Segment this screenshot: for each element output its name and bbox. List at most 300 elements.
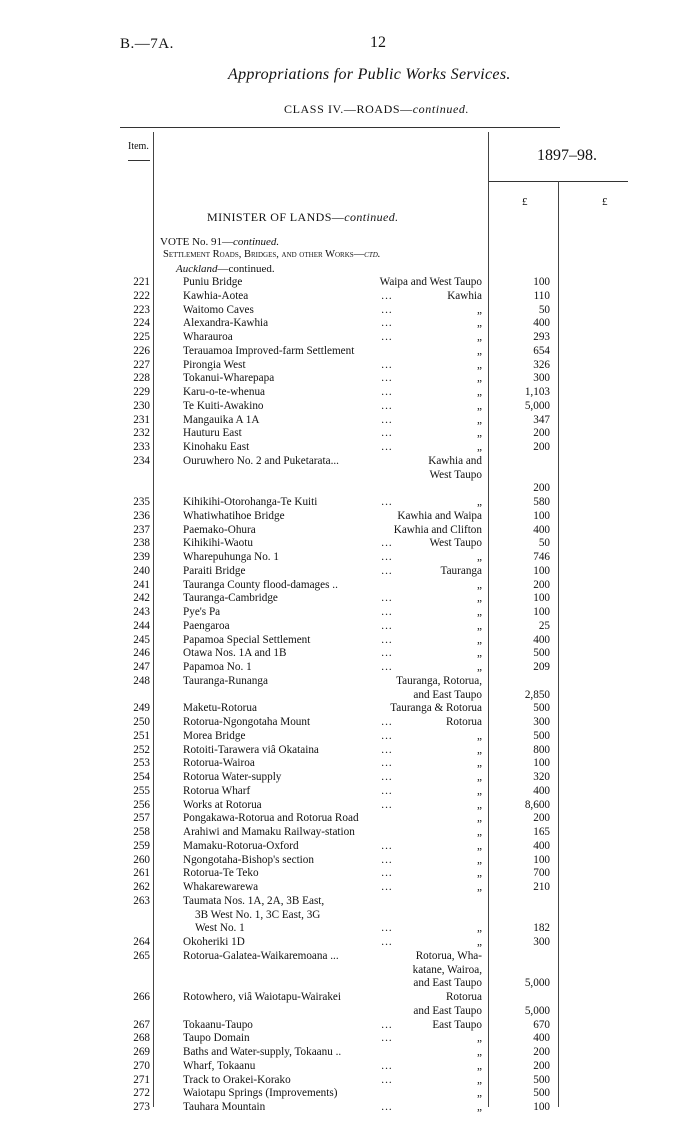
item-number: 221 (133, 276, 150, 288)
item-district: Rotorua (445, 716, 482, 728)
item-number: 253 (133, 757, 150, 770)
item-number: 261 (133, 867, 150, 880)
table-row (0, 840, 700, 854)
table-row (0, 359, 700, 373)
leader-dots: ... (381, 399, 393, 412)
table-row (0, 372, 700, 386)
leader-dots: ... (381, 441, 393, 453)
item-number: 262 (133, 881, 150, 893)
item-description: Paengaroa (183, 619, 230, 632)
item-number: 256 (133, 798, 150, 811)
item-description: Karu-o-te-whenua (183, 386, 265, 398)
item-district: „ (477, 619, 482, 632)
item-description: Whakarewarewa (183, 881, 259, 893)
item-amount: 670 (533, 1018, 550, 1031)
item-number: 231 (133, 413, 150, 426)
item-district: „ (477, 784, 482, 797)
item-number: 226 (133, 344, 150, 357)
item-description: Papamoa No. 1 (183, 661, 252, 673)
item-description: Works at Rotorua (183, 798, 262, 811)
item-amount: 200 (533, 482, 550, 495)
item-amount: 200 (533, 441, 550, 453)
item-amount: 300 (533, 372, 550, 385)
table-row (0, 469, 700, 483)
item-amount: 100 (533, 592, 550, 605)
item-district: „ (477, 1073, 482, 1086)
item-district: „ (477, 1101, 482, 1113)
item-number: 248 (133, 674, 150, 687)
item-number: 269 (133, 1046, 150, 1058)
table-row (0, 812, 700, 826)
leader-dots: ... (381, 853, 393, 866)
table-row (0, 757, 700, 771)
item-district: „ (477, 578, 482, 591)
leader-dots: ... (381, 757, 393, 770)
item-district: „ (477, 633, 482, 646)
table-row (0, 620, 700, 634)
item-number: 229 (133, 386, 150, 398)
item-number: 254 (133, 771, 150, 783)
item-district: „ (477, 1032, 482, 1045)
item-district: „ (477, 826, 482, 838)
item-description: Rotorua-Galatea-Waikaremoana ... (183, 949, 339, 962)
item-amount: 746 (533, 551, 550, 563)
item-description: Morea Bridge (183, 729, 246, 742)
item-number: 247 (133, 661, 150, 673)
vote-suffix: continued. (233, 236, 280, 248)
item-description: Ouruwhero No. 2 and Puketarata... (183, 454, 339, 467)
table-row (0, 1046, 700, 1060)
item-amount: 500 (533, 729, 550, 742)
item-description: Pye's Pa (183, 606, 221, 618)
item-number: 240 (133, 564, 150, 577)
table-row (0, 785, 700, 799)
item-amount: 347 (533, 413, 550, 426)
item-number: 263 (133, 894, 150, 907)
table-row (0, 799, 700, 813)
item-district: „ (477, 606, 482, 618)
district-heading (176, 263, 275, 275)
item-number: 272 (133, 1087, 150, 1100)
leader-dots: ... (381, 289, 393, 302)
item-amount: 100 (533, 606, 550, 618)
item-district: „ (477, 867, 482, 880)
table-row (0, 854, 700, 868)
item-description: Tauranga-Runanga (183, 674, 268, 687)
item-description: Otawa Nos. 1A and 1B (183, 647, 287, 660)
leader-dots: ... (381, 303, 393, 316)
item-district: „ (477, 386, 482, 398)
item-district: West Taupo (429, 468, 482, 481)
item-number: 260 (133, 853, 150, 866)
item-district: „ (477, 812, 482, 825)
item-district: „ (477, 303, 482, 316)
item-description: Wharepuhunga No. 1 (183, 551, 279, 563)
leader-dots: ... (381, 537, 393, 550)
item-number: 225 (133, 331, 150, 343)
item-district: „ (477, 743, 482, 756)
leader-dots: ... (381, 839, 393, 852)
leader-dots: ... (381, 619, 393, 632)
table-row (0, 565, 700, 579)
table-row (0, 977, 700, 991)
leader-dots: ... (381, 1101, 393, 1113)
table-row (0, 1087, 700, 1101)
item-district: „ (477, 1087, 482, 1100)
item-number: 241 (133, 578, 150, 591)
item-number: 238 (133, 537, 150, 550)
item-district: Rotorua (445, 991, 482, 1003)
item-description: Kawhia-Aotea (183, 289, 249, 302)
item-district: „ (477, 399, 482, 412)
item-amount: 100 (533, 564, 550, 577)
item-description: Taumata Nos. 1A, 2A, 3B East, (183, 894, 325, 907)
item-description: Mamaku-Rotorua-Oxford (183, 839, 299, 852)
item-number: 246 (133, 647, 150, 660)
item-district: „ (477, 922, 482, 935)
leader-dots: ... (381, 386, 393, 398)
table-row (0, 964, 700, 978)
item-amount: 400 (533, 317, 550, 330)
leader-dots: ... (381, 551, 393, 563)
item-description: Whatiwhatihoe Bridge (183, 509, 285, 522)
leader-dots: ... (381, 771, 393, 783)
table-row (0, 867, 700, 881)
item-district: „ (477, 1046, 482, 1058)
table-row (0, 317, 700, 331)
item-district: and East Taupo (413, 688, 482, 701)
item-description: Paraiti Bridge (183, 564, 246, 577)
table-row (0, 730, 700, 744)
item-column-header: Item. (128, 141, 149, 152)
item-district: „ (477, 881, 482, 893)
minister-title: MINISTER OF LANDS— (207, 210, 345, 224)
item-amount: 300 (533, 936, 550, 948)
item-number: 239 (133, 551, 150, 563)
item-description: Kihikihi-Waotu (183, 537, 253, 550)
item-description: Track to Orakei-Korako (183, 1073, 291, 1086)
item-amount: 500 (533, 647, 550, 660)
class-title: CLASS IV.—ROADS— (284, 102, 413, 116)
item-amount: 200 (533, 427, 550, 440)
table-row (0, 771, 700, 785)
item-description: Tokanui-Wharepapa (183, 372, 275, 385)
leader-dots: ... (381, 592, 393, 605)
table-row (0, 936, 700, 950)
table-row (0, 427, 700, 441)
item-amount: 400 (533, 523, 550, 536)
item-district: „ (477, 551, 482, 563)
item-description: Baths and Water-supply, Tokaanu .. (183, 1046, 342, 1058)
item-amount: 654 (533, 344, 550, 357)
item-district: Kawhia and (428, 454, 482, 467)
vote-heading (160, 236, 279, 248)
item-description: Ngongotaha-Bishop's section (183, 853, 314, 866)
item-description: Terauamoa Improved-farm Settlement (183, 344, 355, 357)
table-row (0, 991, 700, 1005)
item-district: „ (477, 427, 482, 440)
item-amount: 320 (533, 771, 550, 783)
item-amount: 300 (533, 716, 550, 728)
leader-dots: ... (381, 922, 393, 935)
item-amount: 200 (533, 812, 550, 825)
item-description: Papamoa Special Settlement (183, 633, 311, 646)
item-number: 232 (133, 427, 150, 440)
item-amount: 293 (533, 331, 550, 343)
item-amount: 100 (533, 276, 550, 288)
header-rule (128, 160, 150, 161)
item-district: „ (477, 757, 482, 770)
table-row (0, 386, 700, 400)
item-number: 252 (133, 743, 150, 756)
item-description: Alexandra-Kawhia (183, 317, 269, 330)
item-description: Rotorua-Te Teko (183, 867, 259, 880)
item-amount: 400 (533, 784, 550, 797)
item-number: 251 (133, 729, 150, 742)
item-description: Pirongia West (183, 358, 246, 371)
item-district: Kawhia and Waipa (397, 509, 482, 522)
item-amount: 700 (533, 867, 550, 880)
item-amount: 326 (533, 358, 550, 371)
table-row (0, 551, 700, 565)
table-row (0, 661, 700, 675)
leader-dots: ... (381, 729, 393, 742)
item-district: „ (477, 729, 482, 742)
item-number: 236 (133, 509, 150, 522)
table-row (0, 482, 700, 496)
table-row (0, 496, 700, 510)
item-description: Tauranga County flood-damages .. (183, 578, 338, 591)
item-amount: 50 (538, 537, 550, 550)
leader-dots: ... (381, 1032, 393, 1045)
table-row (0, 592, 700, 606)
item-district: „ (477, 839, 482, 852)
table-row (0, 414, 700, 428)
item-amount: 200 (533, 1046, 550, 1058)
item-amount: 200 (533, 578, 550, 591)
item-amount: 500 (533, 1087, 550, 1100)
item-description: Tauhara Mountain (183, 1101, 266, 1113)
item-number: 223 (133, 303, 150, 316)
leader-dots: ... (381, 867, 393, 880)
item-amount: 580 (533, 496, 550, 508)
table-row (0, 606, 700, 620)
item-amount: 182 (533, 922, 550, 935)
item-district: „ (477, 331, 482, 343)
table-row (0, 675, 700, 689)
item-number: 258 (133, 826, 150, 838)
item-description: Wharauroa (183, 331, 233, 343)
item-amount: 5,000 (524, 1004, 550, 1017)
table-row (0, 304, 700, 318)
item-description: Taupo Domain (183, 1032, 250, 1045)
item-number: 250 (133, 716, 150, 728)
item-district: „ (477, 771, 482, 783)
item-number: 242 (133, 592, 150, 605)
item-number: 257 (133, 812, 150, 825)
table-row (0, 345, 700, 359)
table-row (0, 579, 700, 593)
table-row (0, 290, 700, 304)
item-description: Hauturu East (183, 427, 242, 440)
item-description: Waitomo Caves (183, 303, 254, 316)
leader-dots: ... (381, 427, 393, 440)
item-description: Waiotapu Springs (Improvements) (183, 1087, 338, 1100)
district-name: Auckland (176, 263, 218, 275)
item-district: „ (477, 853, 482, 866)
leader-dots: ... (381, 372, 393, 385)
item-amount: 100 (533, 853, 550, 866)
item-amount: 110 (533, 289, 550, 302)
item-number: 273 (133, 1101, 150, 1113)
item-district: and East Taupo (413, 977, 482, 990)
item-district: „ (477, 1059, 482, 1072)
item-description: Te Kuiti-Awakino (183, 399, 264, 412)
page-number: 12 (370, 34, 386, 51)
item-description: Rotowhero, viâ Waiotapu-Wairakei (183, 991, 341, 1003)
pound-symbol-col1: £ (522, 196, 528, 208)
item-district: „ (477, 592, 482, 605)
item-amount: 25 (538, 619, 550, 632)
item-description: Paemako-Ohura (183, 523, 256, 536)
leader-dots: ... (381, 1018, 393, 1031)
table-row (0, 909, 700, 923)
item-number: 237 (133, 523, 150, 536)
item-district: Tauranga, Rotorua, (396, 674, 482, 687)
item-district: Tauranga (440, 564, 482, 577)
item-description: Kinohaku East (183, 441, 250, 453)
leader-dots: ... (381, 413, 393, 426)
table-row (0, 1060, 700, 1074)
item-amount: 165 (533, 826, 550, 838)
item-district: Tauranga & Rotorua (390, 702, 482, 715)
class-heading (284, 102, 469, 117)
leader-dots: ... (381, 331, 393, 343)
item-description: 3B West No. 1, 3C East, 3G (195, 908, 321, 921)
item-amount: 500 (533, 1073, 550, 1086)
item-number: 222 (133, 289, 150, 302)
year-header: 1897–98. (537, 147, 597, 164)
item-district: „ (477, 661, 482, 673)
table-row (0, 881, 700, 895)
item-description: West No. 1 (195, 922, 245, 935)
item-amount: 100 (533, 1101, 550, 1113)
item-number: 230 (133, 399, 150, 412)
item-number: 267 (133, 1018, 150, 1031)
item-description: Rotorua-Ngongotaha Mount (183, 716, 311, 728)
minister-heading (207, 210, 399, 225)
leader-dots: ... (381, 661, 393, 673)
item-district: „ (477, 344, 482, 357)
class-suffix: continued. (412, 102, 470, 116)
table-row (0, 524, 700, 538)
subhead-title: Settlement Roads, Bridges, and other Works— (163, 249, 365, 260)
item-number: 228 (133, 372, 150, 385)
pound-symbol-col2: £ (602, 196, 608, 208)
top-rule (120, 127, 560, 128)
item-number: 249 (133, 702, 150, 715)
item-amount: 8,600 (524, 798, 550, 811)
subhead-heading (163, 249, 380, 260)
item-district: „ (477, 798, 482, 811)
item-number: 234 (133, 454, 150, 467)
item-amount: 2,850 (524, 688, 550, 701)
table-row (0, 647, 700, 661)
table-row (0, 400, 700, 414)
table-row (0, 702, 700, 716)
item-number: 266 (133, 991, 150, 1003)
document-code: B.—7A. (120, 36, 174, 52)
item-district: and East Taupo (413, 1004, 482, 1017)
vote-title: VOTE No. 91— (160, 236, 234, 248)
item-amount: 400 (533, 633, 550, 646)
item-amount: 200 (533, 1059, 550, 1072)
item-district: „ (477, 496, 482, 508)
leader-dots: ... (381, 936, 393, 948)
item-amount: 5,000 (524, 977, 550, 990)
leader-dots: ... (381, 317, 393, 330)
item-description: Wharf, Tokaanu (183, 1059, 256, 1072)
item-district: „ (477, 647, 482, 660)
item-amount: 210 (533, 881, 550, 893)
item-description: Rotorua Wharf (183, 784, 251, 797)
table-row (0, 1005, 700, 1019)
item-description: Arahiwi and Mamaku Railway-station (183, 826, 355, 838)
item-number: 255 (133, 784, 150, 797)
leader-dots: ... (381, 743, 393, 756)
item-amount: 400 (533, 1032, 550, 1045)
item-number: 259 (133, 839, 150, 852)
item-description: Kihikihi-Otorohanga-Te Kuiti (183, 496, 318, 508)
item-district: Rotorua, Wha- (415, 949, 482, 962)
item-number: 264 (133, 936, 150, 948)
table-row (0, 826, 700, 840)
leader-dots: ... (381, 633, 393, 646)
table-row (0, 950, 700, 964)
table-row (0, 276, 700, 290)
table-row (0, 331, 700, 345)
item-district: „ (477, 936, 482, 948)
item-description: Maketu-Rotorua (183, 702, 257, 715)
item-number: 233 (133, 441, 150, 453)
item-number: 268 (133, 1032, 150, 1045)
item-number: 270 (133, 1059, 150, 1072)
item-amount: 1,103 (524, 386, 550, 398)
table-row (0, 1074, 700, 1088)
item-amount: 800 (533, 743, 550, 756)
leader-dots: ... (381, 358, 393, 371)
item-description: Tauranga-Cambridge (183, 592, 278, 605)
item-district: „ (477, 441, 482, 453)
leader-dots: ... (381, 606, 393, 618)
item-amount: 100 (533, 509, 550, 522)
table-row (0, 895, 700, 909)
item-district: „ (477, 413, 482, 426)
item-description: Tokaanu-Taupo (183, 1018, 253, 1031)
item-amount: 50 (538, 303, 550, 316)
item-amount: 400 (533, 839, 550, 852)
item-district: „ (477, 372, 482, 385)
item-number: 244 (133, 619, 150, 632)
table-row (0, 922, 700, 936)
item-description: Rotorua-Wairoa (183, 757, 255, 770)
table-row (0, 441, 700, 455)
item-district: katane, Wairoa, (412, 963, 482, 976)
leader-dots: ... (381, 1059, 393, 1072)
item-amount: 500 (533, 702, 550, 715)
leader-dots: ... (381, 881, 393, 893)
item-number: 227 (133, 358, 150, 371)
